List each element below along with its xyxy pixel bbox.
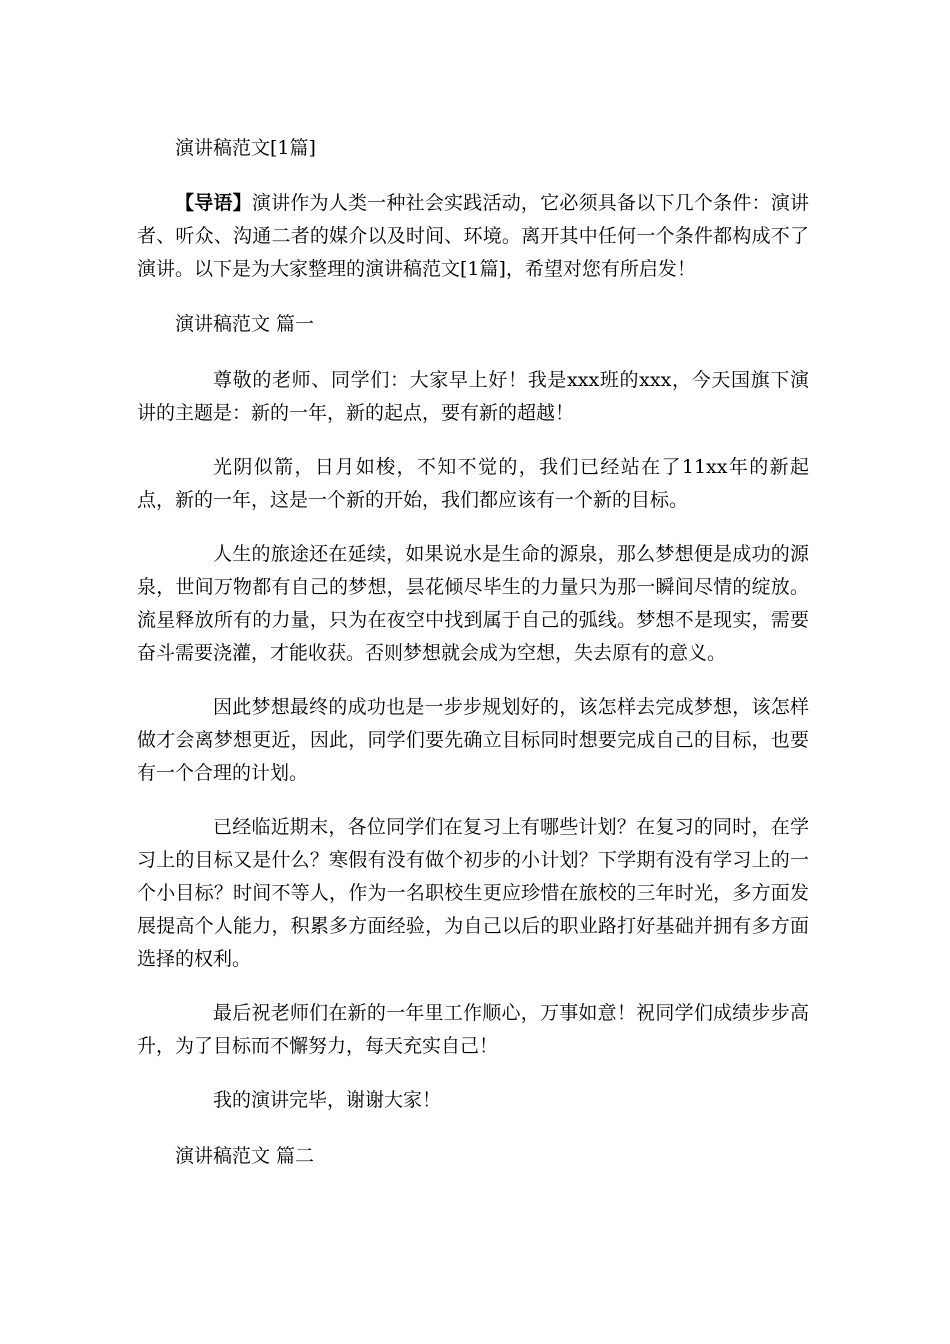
- document-title: 演讲稿范文[1篇]: [175, 137, 316, 159]
- closing-paragraph: 我的演讲完毕，谢谢大家！: [213, 1089, 442, 1111]
- intro-paragraph: [137, 187, 809, 286]
- body-paragraph: 人生的旅途还在延续，如果说水是生命的源泉，那么梦想便是成功的源泉，世间万物都有自己的梦想，昙花倾尽毕生的力量只为那一瞬间尽情的绽放。流星释放所有的力量，只为在夜空中找到属于自己的弧线。梦想不是现实，需要奋斗需要浇灌，才能收获。否则梦想就会成为空想，失去原有的意义。: [137, 543, 809, 664]
- intro-text: 演讲作为人类一种社会实践活动，它必须具备以下几个条件：演讲者、听众、沟通二者的媒介以及时间、环境。离开其中任何一个条件都构成不了演讲。以下是为大家整理的演讲稿范文[1篇]，希望对您有所启发！: [137, 192, 809, 280]
- section-heading-2: 演讲稿范文 篇二: [175, 1145, 315, 1167]
- body-paragraph: 尊敬的老师、同学们：大家早上好！我是xxx班的xxx，今天国旗下演讲的主题是：新的一年，新的起点，要有新的超越！: [137, 369, 809, 424]
- body-paragraph: 已经临近期末，各位同学们在复习上有哪些计划？在复习的同时，在学习上的目标又是什么？寒假有没有做个初步的小计划？下学期有没有学习上的一个小目标？时间不等人，作为一名职校生更应珍惜在旅校的三年时光，多方面发展提高个人能力，积累多方面经验，为自己以后的职业路打好基础并拥有多方面选择的权利。: [137, 816, 809, 970]
- body-paragraph: 光阴似箭，日月如梭，不知不觉的，我们已经站在了11xx年的新起点，新的一年，这是一个新的开始，我们都应该有一个新的目标。: [137, 456, 809, 511]
- intro-tag: 【导语】: [175, 192, 252, 214]
- body-paragraph: 最后祝老师们在新的一年里工作顺心，万事如意！祝同学们成绩步步高升，为了目标而不懈努力，每天充实自己！: [137, 1002, 809, 1057]
- section-heading-1: 演讲稿范文 篇一: [175, 313, 315, 335]
- body-paragraph: 因此梦想最终的成功也是一步步规划好的，该怎样去完成梦想，该怎样做才会离梦想更近，因此，同学们要先确立目标同时想要完成自己的目标，也要有一个合理的计划。: [137, 696, 809, 784]
